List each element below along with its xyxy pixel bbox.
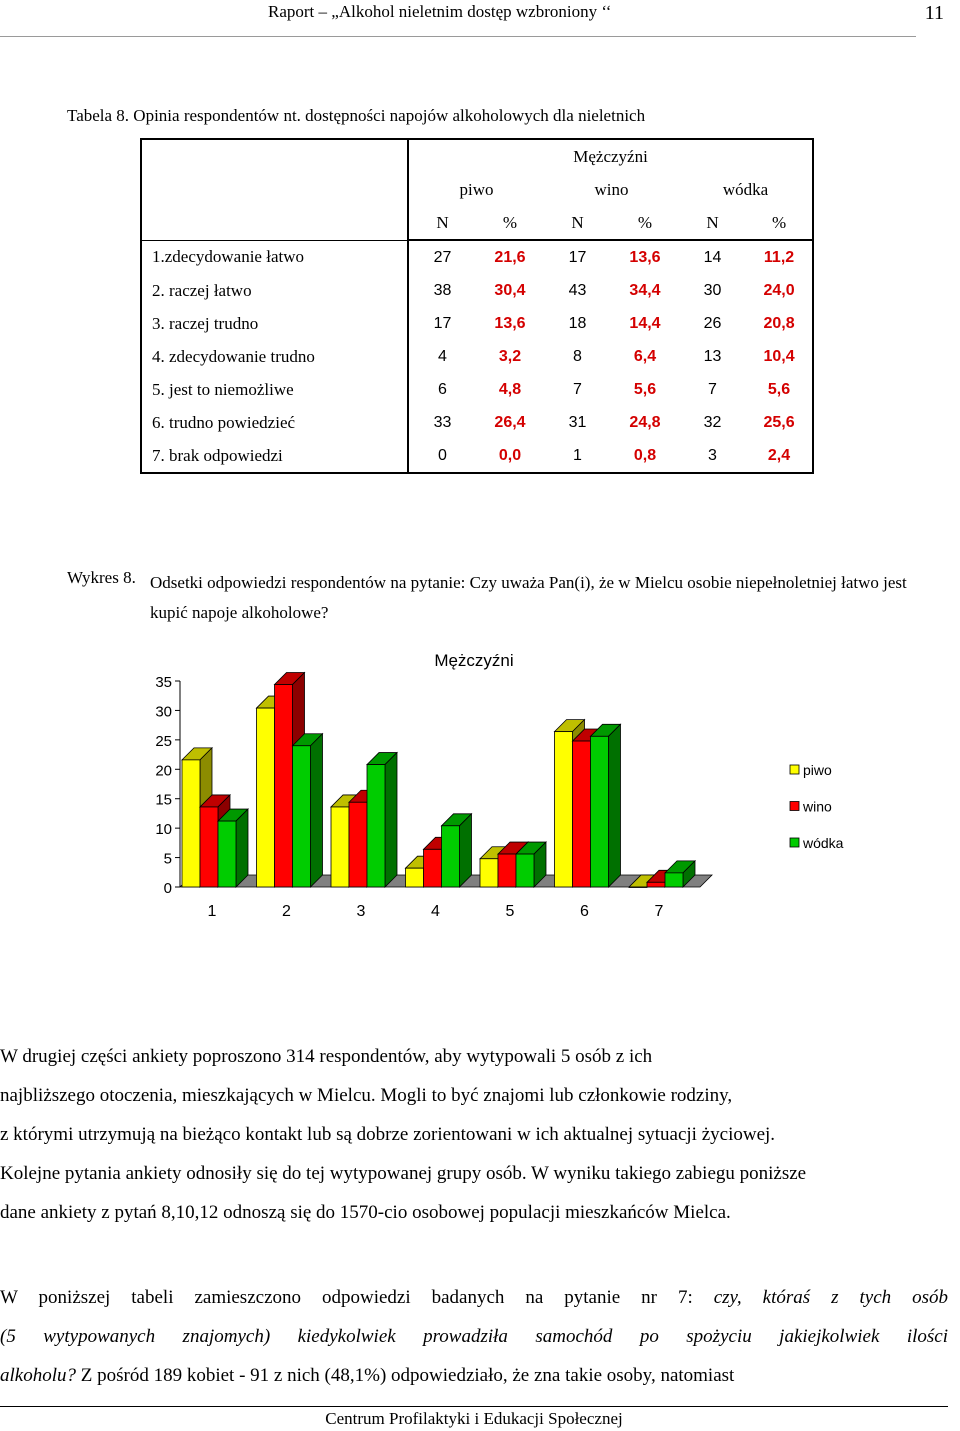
percent-cell: 3,2	[498, 347, 522, 365]
count-cell: 17	[408, 307, 476, 340]
x-tick-label: 5	[505, 903, 515, 920]
legend-swatch	[790, 765, 799, 774]
header-rule	[0, 36, 916, 37]
percent-cell: 6,4	[633, 347, 657, 365]
paragraph-line: W drugiej części ankiety poproszono 314 respondentów, aby wytypowali 5 osób z ich	[0, 1046, 653, 1067]
table-caption: Tabela 8. Opinia respondentów nt. dostępności napojów alkoholowych dla nieletnich	[67, 106, 646, 125]
page-number: 11	[924, 2, 944, 24]
legend-label: piwo	[803, 762, 832, 778]
paragraph-italic: alkoholu?	[0, 1365, 76, 1386]
bar-front-face	[555, 732, 573, 887]
bar-front-face	[629, 887, 647, 888]
legend-label: wino	[803, 798, 832, 815]
bar-front-face	[442, 826, 460, 887]
y-tick-label: 5	[163, 850, 172, 868]
count-cell: 7	[573, 380, 582, 398]
percent-cell: 5,6	[746, 373, 813, 406]
y-tick-label: 20	[155, 762, 172, 780]
percent-cell: 24,8	[629, 413, 661, 431]
bar-wódka-6	[591, 724, 621, 887]
sub-header: N	[544, 206, 611, 240]
table-row	[141, 340, 813, 373]
count-cell: 38	[408, 274, 476, 307]
table-row	[141, 439, 813, 473]
y-tick-label: 15	[155, 791, 172, 809]
count-cell: 18	[568, 314, 587, 332]
paragraph-line: Kolejne pytania ankiety odnosiły się do tej wytypowanej grupy osób. W wyniku takiego zabiegu poniższe	[0, 1163, 807, 1184]
percent-cell: 20,8	[746, 307, 813, 340]
y-tick-label: 25	[155, 732, 172, 750]
legend-swatch	[790, 838, 799, 847]
bar-side-face	[311, 734, 323, 887]
count-cell: 7	[708, 380, 717, 398]
bar-wódka-4	[442, 814, 472, 887]
count-cell: 13	[703, 347, 722, 365]
percent-cell: 0,0	[476, 439, 544, 473]
bar-front-face	[516, 854, 534, 887]
x-tick-label: 2	[282, 903, 291, 920]
x-tick-label: 4	[431, 903, 440, 920]
row-label: 6. trudno powiedzieć	[141, 406, 408, 439]
row-label: 2. raczej łatwo	[141, 274, 408, 307]
bar-front-face	[665, 873, 683, 887]
x-tick-label: 7	[654, 903, 664, 920]
bar-front-face	[257, 708, 275, 887]
bar-front-face	[406, 868, 424, 887]
count-cell: 31	[568, 413, 587, 431]
y-tick-label: 30	[155, 703, 172, 721]
count-cell: 1	[544, 439, 611, 473]
chart-title: Mężczyźni	[434, 651, 514, 670]
table-row	[141, 373, 813, 406]
paragraph-line: z którymi utrzymują na bieżąco kontakt lub są dobrze zorientowani w ich aktualnej sytuacji życiowej.	[0, 1124, 776, 1145]
y-tick-label: 10	[155, 821, 172, 839]
bar-front-face	[480, 859, 498, 887]
paragraph-italic: czy, któraś z tych osób	[713, 1287, 948, 1308]
bar-front-face	[591, 736, 609, 887]
table-row	[141, 274, 813, 307]
count-cell: 4	[408, 340, 476, 373]
count-cell: 30	[703, 281, 722, 299]
row-label: 7. brak odpowiedzi	[141, 439, 408, 473]
bar-side-face	[385, 753, 397, 887]
figure-label: Wykres 8.	[67, 568, 136, 587]
percent-cell: 2,4	[746, 439, 813, 473]
count-cell: 3	[679, 439, 746, 473]
sub-header: %	[746, 206, 813, 240]
drink-header-piwo: piwo	[408, 173, 544, 206]
paragraph-normal: W poniższej tabeli zamieszczono odpowiedzi badanych na pytanie nr 7:	[0, 1287, 693, 1308]
bar-front-face	[349, 802, 367, 887]
table-row	[141, 307, 813, 340]
row-label: 1.zdecydowanie łatwo	[141, 240, 408, 274]
bar-front-face	[275, 685, 293, 887]
percent-cell: 30,4	[494, 281, 526, 299]
sub-header: %	[611, 206, 679, 240]
bar-side-face	[460, 814, 472, 887]
opinion-table	[140, 138, 814, 474]
percent-cell: 0,8	[611, 439, 679, 473]
bar-wódka-1	[218, 809, 248, 887]
bar-front-face	[218, 821, 236, 887]
bar-wódka-2	[293, 734, 323, 887]
percent-cell: 21,6	[494, 248, 526, 266]
sub-header: N	[408, 206, 476, 240]
bar-front-face	[200, 807, 218, 887]
percent-cell: 24,0	[746, 274, 813, 307]
bar-front-face	[331, 807, 349, 887]
group-header: Mężczyźni	[408, 139, 813, 173]
figure-caption: Odsetki odpowiedzi respondentów na pytanie: Czy uważa Pan(i), że w Mielcu osobie niepełnoletniej łatwo jest kupić napoje alkoholowe?	[150, 573, 907, 622]
corner-cell	[141, 139, 408, 240]
bar-side-face	[236, 809, 248, 887]
count-cell: 8	[573, 347, 582, 365]
bar-front-face	[367, 765, 385, 887]
drink-header-wino: wino	[594, 179, 629, 199]
count-cell: 14	[703, 248, 722, 266]
bar-side-face	[609, 724, 621, 887]
percent-cell: 11,2	[746, 240, 813, 274]
footer-rule	[0, 1406, 948, 1407]
legend-label: wódka	[803, 835, 844, 851]
y-tick-label: 35	[155, 674, 172, 691]
paragraph-line	[0, 1356, 948, 1395]
percent-cell: 13,6	[629, 248, 661, 266]
count-cell: 6	[408, 373, 476, 406]
bar-front-face	[647, 882, 665, 887]
percent-cell: 14,4	[629, 314, 661, 332]
paragraph-line: najbliższego otoczenia, mieszkających w Mielcu. Mogli to być znajomi lub członkowie rodziny,	[0, 1085, 733, 1106]
percent-cell: 5,6	[633, 380, 657, 398]
table-body	[141, 240, 813, 473]
percent-cell: 13,6	[494, 314, 526, 332]
x-tick-label: 3	[356, 903, 366, 920]
percent-cell: 10,4	[746, 340, 813, 373]
bar-front-face	[182, 760, 200, 887]
count-cell: 0	[408, 439, 476, 473]
bar-front-face	[498, 854, 516, 887]
paragraph-2	[0, 1278, 948, 1395]
count-cell: 43	[568, 281, 587, 299]
count-cell: 32	[703, 413, 722, 431]
legend-swatch	[790, 802, 799, 811]
table-row	[141, 406, 813, 439]
row-label: 5. jest to niemożliwe	[141, 373, 408, 406]
sub-header: N	[679, 206, 746, 240]
sub-header: %	[476, 206, 544, 240]
paragraph-normal: Z pośród 189 kobiet - 91 z nich (48,1%) odpowiedziało, że zna takie osoby, natomiast	[80, 1365, 735, 1386]
percent-cell: 4,8	[498, 380, 522, 398]
paragraph-line: dane ankiety z pytań 8,10,12 odnoszą się do 1570-cio osobowej populacji mieszkańców Mielca.	[0, 1202, 731, 1223]
paragraph-line	[0, 1278, 948, 1317]
drink-header-wodka: wódka	[679, 173, 813, 206]
paragraph-italic-line: (5 wytypowanych znajomych) kiedykolwiek prowadziła samochód po spożyciu jakiejkolwiek ilości	[0, 1326, 948, 1347]
count-cell: 33	[408, 406, 476, 439]
percent-cell: 25,6	[746, 406, 813, 439]
bar-wódka-3	[367, 753, 397, 887]
x-tick-label: 1	[207, 903, 217, 920]
header-title: Raport – „Alkohol nieletnim dostęp wzbroniony ‘‘	[268, 2, 612, 21]
row-label: 4. zdecydowanie trudno	[141, 340, 408, 373]
bar-front-face	[293, 746, 311, 887]
count-cell: 27	[408, 240, 476, 274]
percent-cell: 34,4	[629, 281, 661, 299]
y-tick-label: 0	[163, 880, 172, 897]
percent-cell: 26,4	[494, 413, 526, 431]
bar-chart	[0, 640, 960, 940]
count-cell: 26	[703, 314, 722, 332]
x-tick-label: 6	[580, 903, 589, 920]
footer-text: Centrum Profilaktyki i Edukacji Społecznej	[325, 1409, 623, 1428]
paragraph-1	[0, 1037, 948, 1232]
table-row	[141, 240, 813, 274]
count-cell: 17	[568, 248, 587, 266]
row-label: 3. raczej trudno	[141, 307, 408, 340]
bar-front-face	[573, 741, 591, 887]
bar-front-face	[424, 849, 442, 887]
